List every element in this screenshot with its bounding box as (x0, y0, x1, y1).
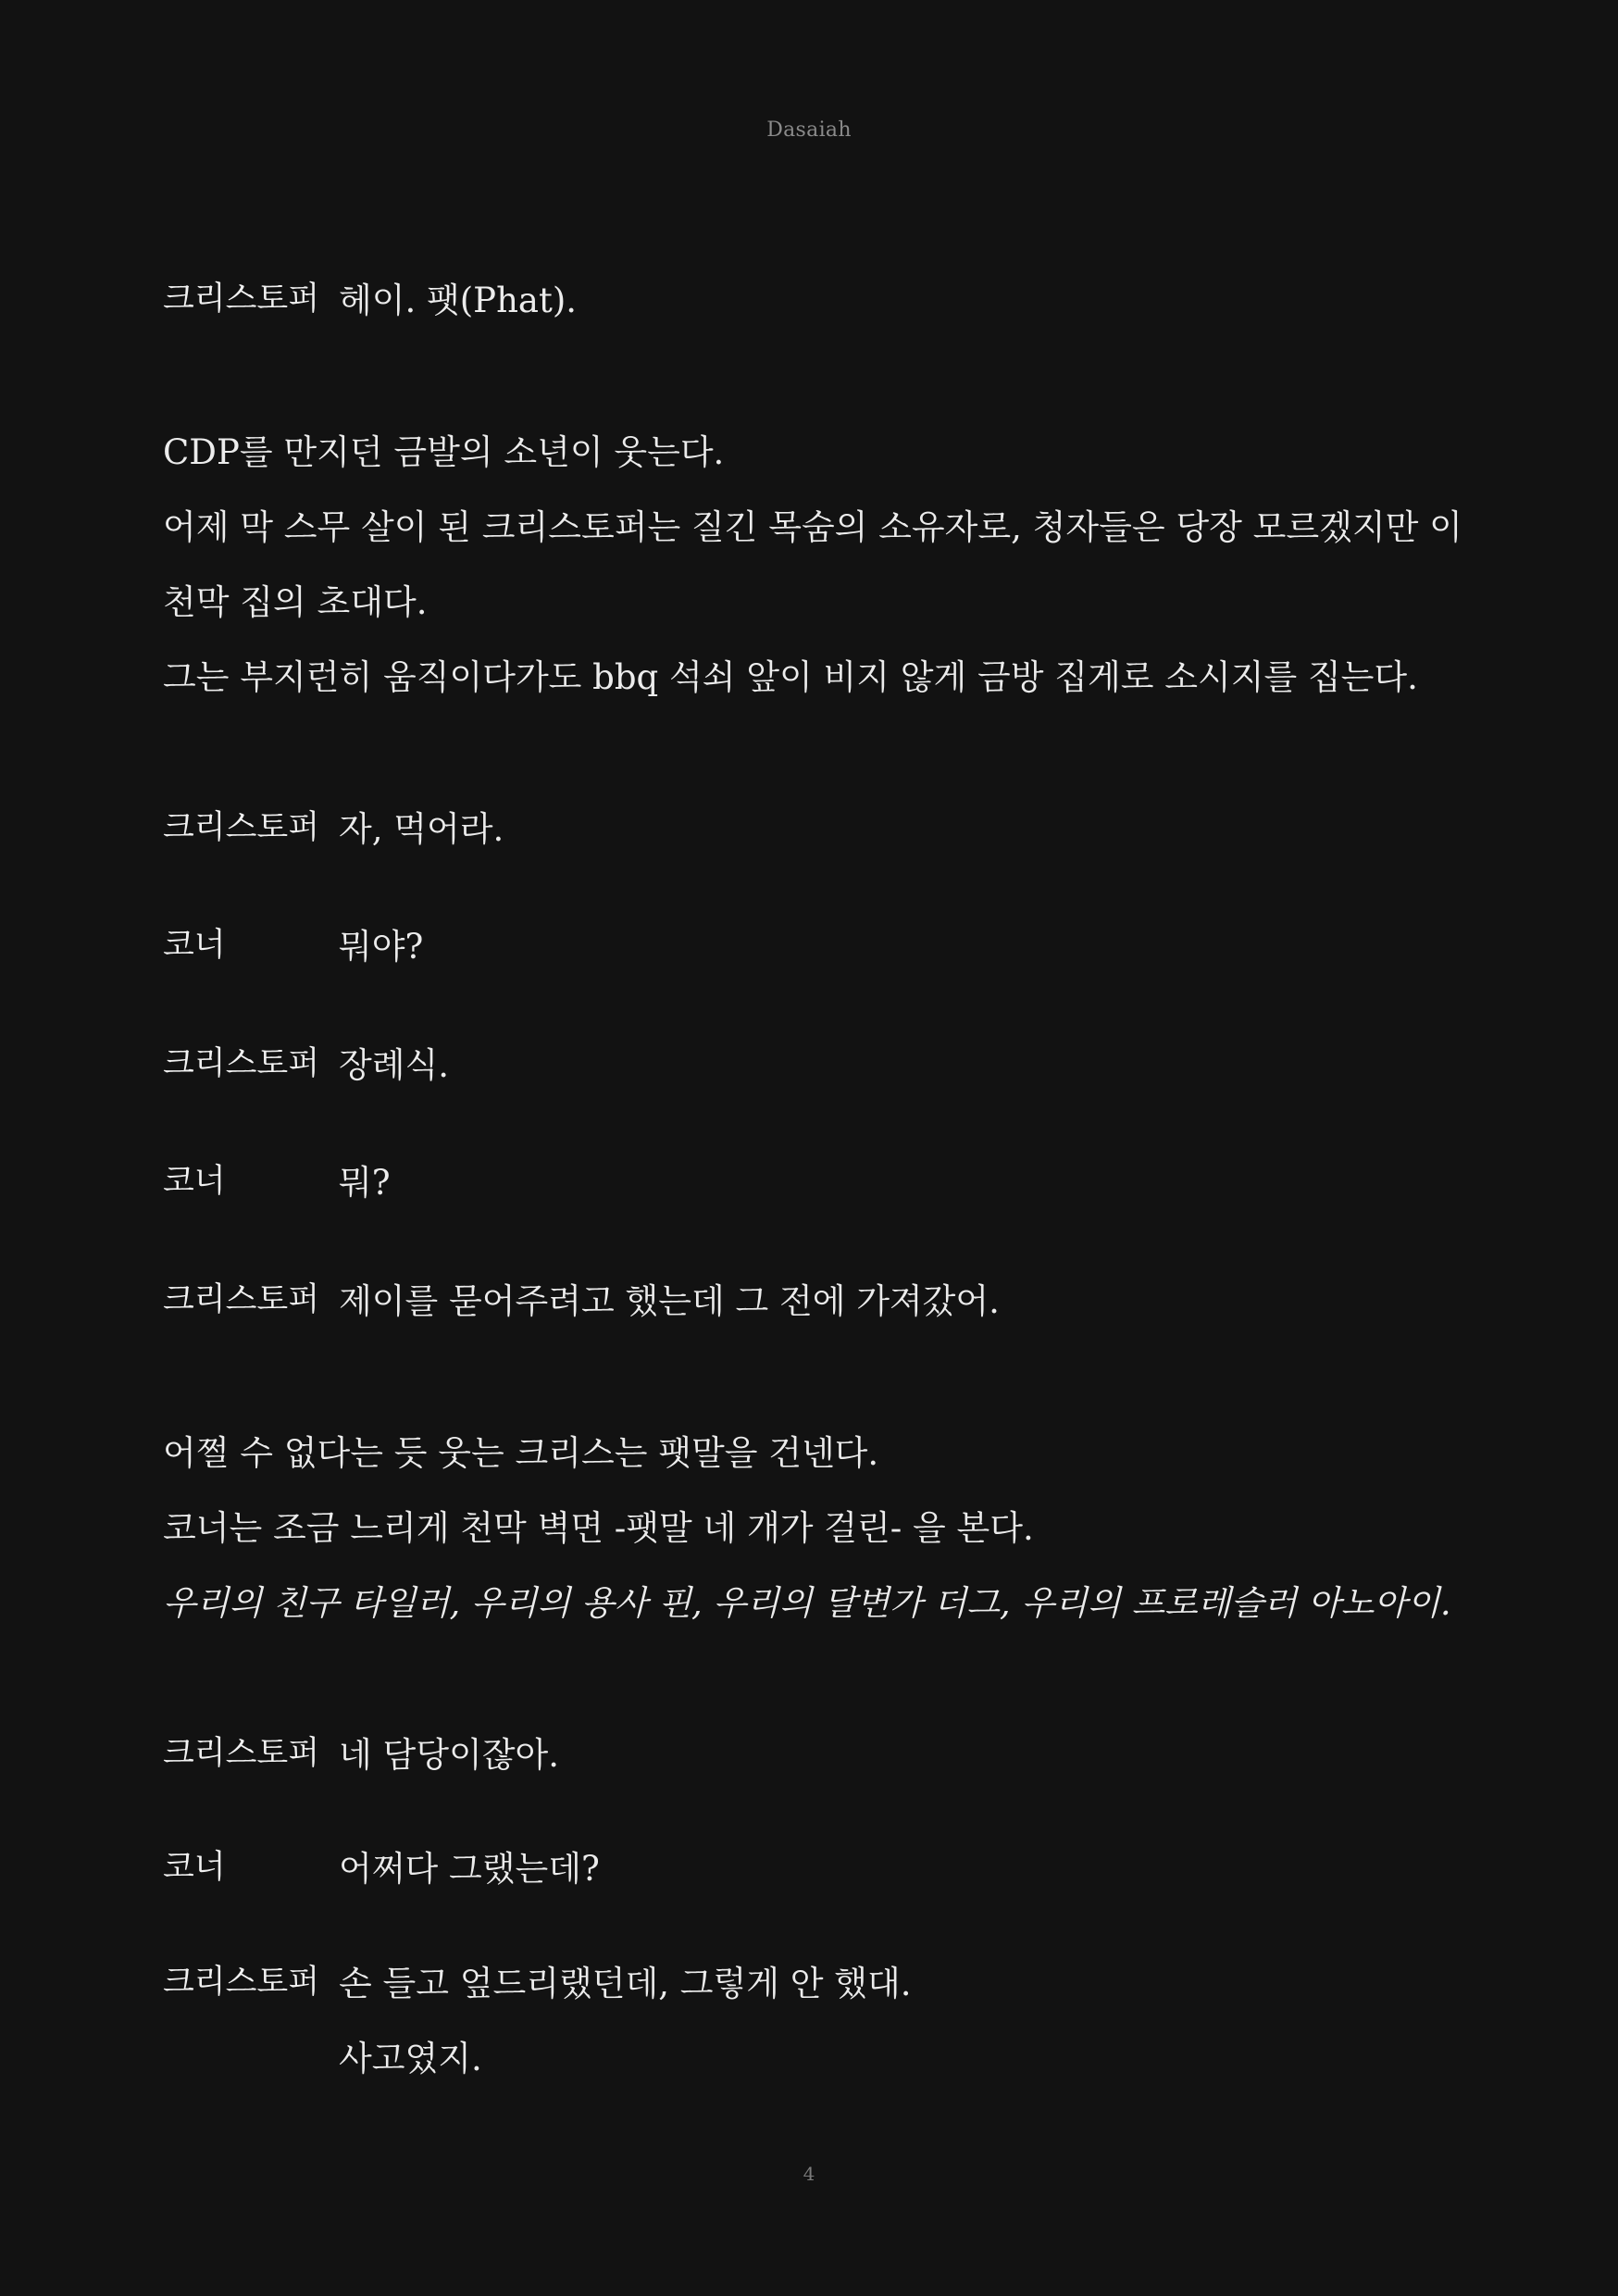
action-line: 그는 부지런히 움직이다가도 bbq 석쇠 앞이 비지 않게 금방 집게로 소시지를 집는다. (163, 657, 1418, 697)
dialogue-line: 헤이. 팻(Phat). (339, 281, 578, 320)
speaker-name: 크리스토퍼 (163, 809, 320, 846)
running-header-author: Dasaiah (766, 119, 852, 142)
speaker-name: 크리스토퍼 (163, 1735, 320, 1772)
action-line: 코너는 조금 느리게 천막 벽면 -팻말 네 개가 걸린- 을 본다. (163, 1508, 1034, 1548)
speaker-name: 크리스토퍼 (163, 1281, 320, 1318)
page-number: 4 (803, 2163, 815, 2185)
speaker-name: 크리스토퍼 (163, 281, 320, 318)
dialogue-line: 손 들고 엎드리랬던데, 그렇게 안 했대. (339, 1964, 912, 2003)
dialogue-line: 사고였지. (339, 2039, 482, 2078)
speaker-name: 코너 (163, 1849, 226, 1886)
dialogue-line: 뭐야? (339, 927, 424, 967)
action-line-italic: 우리의 친구 타일러, 우리의 용사 핀, 우리의 달변가 더그, 우리의 프로레슬러 아노아이. (163, 1583, 1451, 1623)
dialogue-line: 장례식. (339, 1045, 449, 1085)
action-line: 어제 막 스무 살이 된 크리스토퍼는 질긴 목숨의 소유자로, 청자들은 당장 모르겠지만 이 (163, 507, 1462, 547)
action-line: CDP를 만지던 금발의 소년이 웃는다. (163, 432, 725, 472)
speaker-name: 크리스토퍼 (163, 1045, 320, 1082)
action-line: 어쩔 수 없다는 듯 웃는 크리스는 팻말을 건넨다. (163, 1433, 879, 1473)
speaker-name: 크리스토퍼 (163, 1964, 320, 2001)
dialogue-line: 자, 먹어라. (339, 809, 504, 849)
dialogue-line: 어쩌다 그랬는데? (339, 1849, 600, 1889)
dialogue-line: 뭐? (339, 1163, 391, 1203)
action-line: 천막 집의 초대다. (163, 582, 428, 622)
speaker-name: 코너 (163, 927, 226, 964)
speaker-name: 코너 (163, 1163, 226, 1200)
dialogue-line: 제이를 묻어주려고 했는데 그 전에 가져갔어. (339, 1281, 1000, 1321)
dialogue-line: 네 담당이잖아. (339, 1735, 559, 1775)
